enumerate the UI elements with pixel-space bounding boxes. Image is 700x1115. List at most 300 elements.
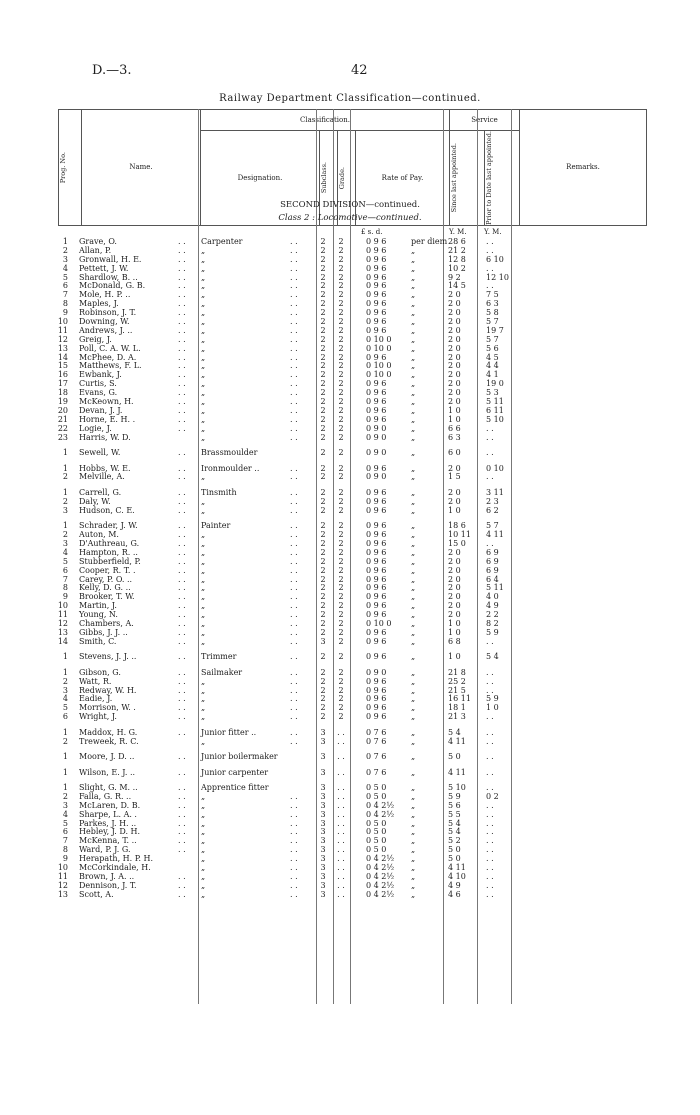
designation-cell: „ bbox=[201, 432, 206, 442]
grade-cell: . . bbox=[337, 880, 345, 890]
subclass-cell: 2 bbox=[320, 361, 326, 371]
prog-no-cell: 1 bbox=[62, 667, 68, 677]
designation-cell: „ bbox=[201, 627, 206, 637]
service-prior-cell: . . bbox=[486, 736, 494, 746]
pay-period-cell: „ bbox=[411, 414, 416, 424]
service-prior-cell: 3 11 bbox=[486, 487, 504, 497]
rate-of-pay-cell: 0 4 2½ bbox=[366, 889, 395, 899]
grade-cell: 2 bbox=[338, 379, 344, 389]
pay-period-cell: „ bbox=[411, 317, 416, 327]
name-dots-cell: . . bbox=[178, 538, 186, 548]
designation-cell: „ bbox=[201, 530, 206, 540]
pay-period-cell: „ bbox=[411, 592, 416, 602]
since-last-header: Since last appointed. bbox=[450, 131, 485, 226]
table-body bbox=[0, 238, 700, 900]
subclass-cell: 2 bbox=[320, 317, 326, 327]
service-prior-cell: 6 9 bbox=[486, 565, 499, 575]
grade-cell: . . bbox=[337, 845, 345, 855]
service-prior-cell: . . bbox=[486, 538, 494, 548]
name-cell: Stevens, J. J. .. bbox=[79, 652, 137, 662]
pay-period-cell: „ bbox=[411, 863, 416, 873]
designation-cell: „ bbox=[201, 405, 206, 415]
rate-of-pay-cell: 0 5 0 bbox=[366, 827, 387, 837]
name-cell: Herapath, H. P. H. bbox=[79, 854, 154, 864]
service-prior-cell: 5 3 bbox=[486, 388, 499, 398]
pay-period-cell: „ bbox=[411, 370, 416, 380]
rate-of-pay-cell: 0 4 2½ bbox=[366, 854, 395, 864]
grade-cell: . . bbox=[337, 863, 345, 873]
service-prior-cell: 7 5 bbox=[486, 290, 499, 300]
rate-of-pay-cell: 0 10 0 bbox=[366, 370, 392, 380]
service-prior-cell: 6 9 bbox=[486, 547, 499, 557]
subclass-cell: 2 bbox=[320, 487, 326, 497]
designation-dots-cell: . . bbox=[290, 254, 298, 264]
name-cell: Scott, A. bbox=[79, 889, 114, 899]
prog-no-cell: 3 bbox=[62, 800, 68, 810]
service-since-cell: 2 0 bbox=[448, 547, 461, 557]
grade-cell: . . bbox=[337, 727, 345, 737]
service-since-cell: 21 3 bbox=[448, 712, 466, 722]
designation-cell: „ bbox=[201, 703, 206, 713]
designation-cell: Tinsmith bbox=[201, 487, 237, 497]
service-prior-cell: . . bbox=[486, 880, 494, 890]
service-prior-cell: . . bbox=[486, 854, 494, 864]
grade-cell: 2 bbox=[338, 388, 344, 398]
subclass-cell: 2 bbox=[320, 281, 326, 291]
pay-period-cell: „ bbox=[411, 254, 416, 264]
name-cell: Wilson, E. J. .. bbox=[79, 767, 136, 777]
rate-of-pay-cell: 0 9 6 bbox=[366, 325, 387, 335]
designation-cell: „ bbox=[201, 712, 206, 722]
grade-cell: 2 bbox=[338, 496, 344, 506]
name-cell: Chambers, A. bbox=[79, 619, 134, 628]
designation-dots-cell: . . bbox=[290, 880, 298, 890]
name-cell: McCorkindale, H. bbox=[79, 863, 151, 873]
pay-period-cell: „ bbox=[411, 505, 416, 515]
prog-no-cell: 1 bbox=[62, 652, 68, 662]
grade-cell: 2 bbox=[338, 325, 344, 335]
designation-dots-cell: . . bbox=[290, 487, 298, 497]
service-since-cell: 2 0 bbox=[448, 592, 461, 602]
prog-no-cell: 12 bbox=[57, 880, 68, 890]
name-cell: Devan, J. J. bbox=[79, 405, 123, 415]
service-since-cell: 9 2 bbox=[448, 272, 461, 282]
designation-cell: Trimmer bbox=[201, 652, 237, 662]
name-dots-cell: . . bbox=[178, 556, 186, 566]
designation-cell: „ bbox=[201, 263, 206, 273]
designation-dots-cell: . . bbox=[290, 405, 298, 415]
name-dots-cell: . . bbox=[178, 397, 186, 407]
name-cell: Horne, E. H. . bbox=[79, 414, 136, 424]
service-since-cell: 4 11 bbox=[448, 736, 466, 746]
pay-period-cell: „ bbox=[411, 565, 416, 575]
prog-no-cell: 7 bbox=[62, 290, 68, 300]
rate-of-pay-cell: 0 4 2½ bbox=[366, 880, 395, 890]
pay-period-cell: „ bbox=[411, 487, 416, 497]
grade-cell: . . bbox=[337, 800, 345, 810]
table-row bbox=[0, 738, 700, 747]
service-since-cell: 25 2 bbox=[448, 676, 466, 686]
name-cell: Melville, A. bbox=[79, 472, 125, 482]
grade-cell: 2 bbox=[338, 619, 344, 628]
table-row bbox=[0, 434, 700, 443]
designation-header: Designation. bbox=[201, 131, 320, 226]
service-since-cell: 5 9 bbox=[448, 791, 461, 801]
rate-of-pay-cell: 0 4 2½ bbox=[366, 871, 395, 881]
pay-period-cell: „ bbox=[411, 845, 416, 855]
designation-dots-cell: . . bbox=[290, 871, 298, 881]
pay-period-cell: „ bbox=[411, 521, 416, 531]
subclass-cell: 2 bbox=[320, 263, 326, 273]
subclass-cell: 2 bbox=[320, 667, 326, 677]
subclass-cell: 2 bbox=[320, 472, 326, 482]
grade-cell: 2 bbox=[338, 583, 344, 593]
grade-cell: 2 bbox=[338, 472, 344, 482]
designation-dots-cell: . . bbox=[290, 652, 298, 662]
service-prior-cell: 5 9 bbox=[486, 694, 499, 704]
pay-period-cell: „ bbox=[411, 800, 416, 810]
name-dots-cell: . . bbox=[178, 767, 186, 777]
pay-period-cell: „ bbox=[411, 636, 416, 646]
prog-no-cell: 13 bbox=[57, 343, 68, 353]
name-dots-cell: . . bbox=[178, 317, 186, 327]
name-dots-cell: . . bbox=[178, 583, 186, 593]
pay-period-cell: „ bbox=[411, 281, 416, 291]
prog-no-cell: 23 bbox=[57, 432, 68, 442]
service-prior-cell: . . bbox=[486, 712, 494, 722]
pay-period-cell: „ bbox=[411, 556, 416, 566]
service-prior-cell: 5 7 bbox=[486, 317, 499, 327]
grade-cell: 2 bbox=[338, 405, 344, 415]
name-cell: Hampton, R. .. bbox=[79, 547, 138, 557]
name-cell: Kelly, D. G. .. bbox=[79, 583, 131, 593]
name-dots-cell: . . bbox=[178, 414, 186, 424]
service-prior-cell: . . bbox=[486, 827, 494, 837]
service-prior-cell: . . bbox=[486, 448, 494, 458]
subclass-cell: 2 bbox=[320, 627, 326, 637]
service-prior-cell: 4 4 bbox=[486, 361, 499, 371]
designation-dots-cell: . . bbox=[290, 496, 298, 506]
pay-period-cell: „ bbox=[411, 610, 416, 620]
pay-period-cell: „ bbox=[411, 727, 416, 737]
pay-period-cell: „ bbox=[411, 676, 416, 686]
subclass-cell: 2 bbox=[320, 272, 326, 282]
subclass-cell: 2 bbox=[320, 610, 326, 620]
service-since-cell: 2 0 bbox=[448, 601, 461, 611]
pay-period-cell: „ bbox=[411, 448, 416, 458]
service-prior-cell: . . bbox=[486, 845, 494, 855]
prog-no-cell: 12 bbox=[57, 334, 68, 344]
grade-cell: 2 bbox=[338, 652, 344, 662]
pay-period-cell: „ bbox=[411, 325, 416, 335]
rate-of-pay-cell: 0 10 0 bbox=[366, 619, 392, 628]
grade-cell: . . bbox=[337, 836, 345, 846]
subclass-cell: 3 bbox=[320, 854, 326, 864]
designation-dots-cell: . . bbox=[290, 667, 298, 677]
subclass-cell: 2 bbox=[320, 556, 326, 566]
prog-no-cell: 14 bbox=[57, 636, 68, 646]
grade-cell: 2 bbox=[338, 343, 344, 353]
designation-cell: „ bbox=[201, 379, 206, 389]
service-prior-cell: . . bbox=[486, 836, 494, 846]
service-since-cell: 4 10 bbox=[448, 871, 466, 881]
designation-cell: „ bbox=[201, 245, 206, 255]
designation-cell: Junior carpenter bbox=[201, 767, 269, 777]
table-row bbox=[0, 638, 700, 647]
prog-no-cell: 6 bbox=[62, 827, 68, 837]
pay-period-cell: „ bbox=[411, 388, 416, 398]
service-since-cell: 6 0 bbox=[448, 448, 461, 458]
name-dots-cell: . . bbox=[178, 448, 186, 458]
designation-cell: „ bbox=[201, 880, 206, 890]
designation-cell: „ bbox=[201, 685, 206, 695]
service-prior-cell: . . bbox=[486, 423, 494, 433]
pay-period-cell: „ bbox=[411, 530, 416, 540]
designation-cell: „ bbox=[201, 791, 206, 801]
service-since-cell: 2 0 bbox=[448, 496, 461, 506]
name-cell: D'Authreau, G. bbox=[79, 538, 140, 548]
service-since-cell: 2 0 bbox=[448, 308, 461, 318]
rate-of-pay-cell: 0 9 6 bbox=[366, 574, 387, 584]
designation-dots-cell: . . bbox=[290, 712, 298, 722]
rate-of-pay-cell: 0 9 6 bbox=[366, 505, 387, 515]
table-row bbox=[0, 713, 700, 722]
prog-no-cell: 3 bbox=[62, 538, 68, 548]
name-dots-cell: . . bbox=[178, 405, 186, 415]
subclass-cell: 2 bbox=[320, 290, 326, 300]
name-cell: Sharpe, L. A. . bbox=[79, 809, 137, 819]
service-since-cell: 2 0 bbox=[448, 565, 461, 575]
pay-period-cell: „ bbox=[411, 694, 416, 704]
table-row bbox=[0, 769, 700, 778]
designation-cell: „ bbox=[201, 397, 206, 407]
designation-cell: „ bbox=[201, 505, 206, 515]
subclass-cell: 2 bbox=[320, 343, 326, 353]
table-row bbox=[0, 449, 700, 458]
name-cell: Gibson, G. bbox=[79, 667, 121, 677]
designation-dots-cell: . . bbox=[290, 565, 298, 575]
subclass-cell: 2 bbox=[320, 423, 326, 433]
designation-dots-cell: . . bbox=[290, 791, 298, 801]
designation-cell: „ bbox=[201, 889, 206, 899]
grade-cell: 2 bbox=[338, 290, 344, 300]
designation-dots-cell: . . bbox=[290, 379, 298, 389]
subclass-cell: 2 bbox=[320, 565, 326, 575]
designation-dots-cell: . . bbox=[290, 397, 298, 407]
name-cell: Matthews, F. L. bbox=[79, 361, 142, 371]
rate-of-pay-cell: 0 7 6 bbox=[366, 727, 387, 737]
designation-dots-cell: . . bbox=[290, 308, 298, 318]
name-cell: Robinson, J. T. bbox=[79, 308, 137, 318]
grade-cell: 2 bbox=[338, 352, 344, 362]
prog-no-cell: 14 bbox=[57, 352, 68, 362]
name-cell: Schrader, J. W. bbox=[79, 521, 138, 531]
service-since-cell: 2 0 bbox=[448, 343, 461, 353]
service-since-cell: 6 8 bbox=[448, 636, 461, 646]
rate-of-pay-cell: 0 9 6 bbox=[366, 281, 387, 291]
service-header: Service bbox=[450, 110, 520, 131]
service-since-cell: 21 8 bbox=[448, 667, 466, 677]
prog-no-cell: 7 bbox=[62, 574, 68, 584]
designation-cell: „ bbox=[201, 547, 206, 557]
subclass-cell: 2 bbox=[320, 397, 326, 407]
name-dots-cell: . . bbox=[178, 521, 186, 531]
prog-no-cell: 9 bbox=[62, 308, 68, 318]
designation-dots-cell: . . bbox=[290, 521, 298, 531]
service-prior-cell: 5 11 bbox=[486, 583, 504, 593]
name-dots-cell: . . bbox=[178, 827, 186, 837]
designation-dots-cell: . . bbox=[290, 854, 298, 864]
grade-cell: 2 bbox=[338, 317, 344, 327]
designation-cell: „ bbox=[201, 619, 206, 628]
name-cell: Hobbs, W. E. bbox=[79, 463, 131, 473]
rate-of-pay-cell: 0 9 6 bbox=[366, 272, 387, 282]
designation-cell: „ bbox=[201, 388, 206, 398]
service-prior-cell: 4 9 bbox=[486, 601, 499, 611]
prog-no-cell: 1 bbox=[62, 767, 68, 777]
prog-no-header: Prog. No. bbox=[59, 110, 82, 226]
subclass-cell: 2 bbox=[320, 405, 326, 415]
pay-period-cell: „ bbox=[411, 871, 416, 881]
service-since-cell: 2 0 bbox=[448, 352, 461, 362]
prog-no-cell: 2 bbox=[62, 676, 68, 686]
name-cell: Gibbs, J. J. .. bbox=[79, 627, 128, 637]
subclass-cell: 3 bbox=[320, 736, 326, 746]
service-since-cell: 16 11 bbox=[448, 694, 471, 704]
service-prior-cell: . . bbox=[486, 263, 494, 273]
designation-cell: „ bbox=[201, 556, 206, 566]
subclass-cell: 2 bbox=[320, 388, 326, 398]
pay-period-cell: „ bbox=[411, 712, 416, 722]
subclass-cell: 2 bbox=[320, 652, 326, 662]
name-dots-cell: . . bbox=[178, 836, 186, 846]
grade-cell: 2 bbox=[338, 299, 344, 309]
grade-cell: . . bbox=[337, 854, 345, 864]
service-since-cell: 4 11 bbox=[448, 767, 466, 777]
name-cell: Andrews, J. .. bbox=[79, 325, 133, 335]
service-since-cell: 2 0 bbox=[448, 317, 461, 327]
name-cell: Falla, G. R. .. bbox=[79, 791, 132, 801]
prog-no-cell: 1 bbox=[62, 783, 68, 793]
prog-no-cell: 2 bbox=[62, 472, 68, 482]
service-prior-cell: 5 4 bbox=[486, 652, 499, 662]
service-prior-cell: 8 2 bbox=[486, 619, 499, 628]
name-dots-cell: . . bbox=[178, 667, 186, 677]
name-dots-cell: . . bbox=[178, 254, 186, 264]
subclass-cell: 3 bbox=[320, 783, 326, 793]
grade-cell: 2 bbox=[338, 254, 344, 264]
name-cell: Parkes, J. H. .. bbox=[79, 818, 137, 828]
subclass-cell: 3 bbox=[320, 727, 326, 737]
name-dots-cell: . . bbox=[178, 636, 186, 646]
service-prior-cell: . . bbox=[486, 889, 494, 899]
service-prior-cell: 6 11 bbox=[486, 405, 504, 415]
name-cell: Wright, J. bbox=[79, 712, 117, 722]
prog-no-cell: 15 bbox=[57, 361, 68, 371]
subclass-cell: 3 bbox=[320, 767, 326, 777]
pay-period-cell: „ bbox=[411, 889, 416, 899]
prog-no-cell: 6 bbox=[62, 712, 68, 722]
rate-of-pay-cell: 0 9 6 bbox=[366, 676, 387, 686]
designation-cell: „ bbox=[201, 343, 206, 353]
service-prior-cell: . . bbox=[486, 281, 494, 291]
grade-cell: 2 bbox=[338, 505, 344, 515]
subclass-cell: 3 bbox=[320, 800, 326, 810]
pay-period-cell: „ bbox=[411, 472, 416, 482]
pay-period-cell: „ bbox=[411, 574, 416, 584]
subclass-cell: 2 bbox=[320, 601, 326, 611]
designation-cell: „ bbox=[201, 854, 206, 864]
prog-no-cell: 9 bbox=[62, 592, 68, 602]
designation-dots-cell: . . bbox=[290, 574, 298, 584]
designation-dots-cell: . . bbox=[290, 583, 298, 593]
name-cell: Ewbank, J. bbox=[79, 370, 122, 380]
designation-dots-cell: . . bbox=[290, 325, 298, 335]
rate-of-pay-cell: 0 4 2½ bbox=[366, 800, 395, 810]
pay-period-cell: „ bbox=[411, 334, 416, 344]
prog-no-cell: 1 bbox=[62, 521, 68, 531]
designation-dots-cell: . . bbox=[290, 889, 298, 899]
name-cell: Allan, P. bbox=[79, 245, 112, 255]
designation-dots-cell: . . bbox=[290, 676, 298, 686]
service-prior-cell: 5 11 bbox=[486, 397, 504, 407]
subclass-cell: 2 bbox=[320, 325, 326, 335]
subclass-cell: 2 bbox=[320, 308, 326, 318]
designation-cell: „ bbox=[201, 636, 206, 646]
service-since-cell: 2 0 bbox=[448, 556, 461, 566]
service-since-cell: 5 4 bbox=[448, 827, 461, 837]
subclass-cell: 2 bbox=[320, 414, 326, 424]
designation-cell: „ bbox=[201, 592, 206, 602]
subclass-cell: 2 bbox=[320, 254, 326, 264]
name-cell: Poll, C. A. W. L. bbox=[79, 343, 141, 353]
prog-no-cell: 11 bbox=[57, 871, 68, 881]
designation-cell: „ bbox=[201, 281, 206, 291]
prog-no-cell: 17 bbox=[57, 379, 68, 389]
service-prior-cell: 5 7 bbox=[486, 521, 499, 531]
page-reference: D.—3. bbox=[92, 63, 132, 78]
grade-cell: 2 bbox=[338, 592, 344, 602]
pay-period-cell: „ bbox=[411, 538, 416, 548]
name-dots-cell: . . bbox=[178, 809, 186, 819]
service-prior-cell: . . bbox=[486, 871, 494, 881]
rate-of-pay-cell: 0 10 0 bbox=[366, 334, 392, 344]
service-prior-cell: 5 7 bbox=[486, 334, 499, 344]
service-since-cell: 14 5 bbox=[448, 281, 466, 291]
grade-cell: 2 bbox=[338, 361, 344, 371]
rate-of-pay-cell: 0 9 6 bbox=[366, 530, 387, 540]
rate-of-pay-cell: 0 5 0 bbox=[366, 783, 387, 793]
service-since-cell: 2 0 bbox=[448, 379, 461, 389]
designation-dots-cell: . . bbox=[290, 245, 298, 255]
name-dots-cell: . . bbox=[178, 388, 186, 398]
name-cell: Logie, J. bbox=[79, 423, 112, 433]
rate-of-pay-cell: 0 9 0 bbox=[366, 472, 387, 482]
service-since-cell: 10 2 bbox=[448, 263, 466, 273]
designation-dots-cell: . . bbox=[290, 290, 298, 300]
service-since-cell: 12 8 bbox=[448, 254, 466, 264]
grade-cell: 2 bbox=[338, 237, 344, 246]
grade-cell: 2 bbox=[338, 272, 344, 282]
name-cell: Greig, J. bbox=[79, 334, 112, 344]
table-row bbox=[0, 753, 700, 762]
name-cell: Evans, G. bbox=[79, 388, 118, 398]
name-dots-cell: . . bbox=[178, 308, 186, 318]
pay-period-cell: „ bbox=[411, 405, 416, 415]
name-cell: Morrison, W. . bbox=[79, 703, 136, 713]
name-dots-cell: . . bbox=[178, 574, 186, 584]
designation-cell: Carpenter bbox=[201, 237, 243, 246]
